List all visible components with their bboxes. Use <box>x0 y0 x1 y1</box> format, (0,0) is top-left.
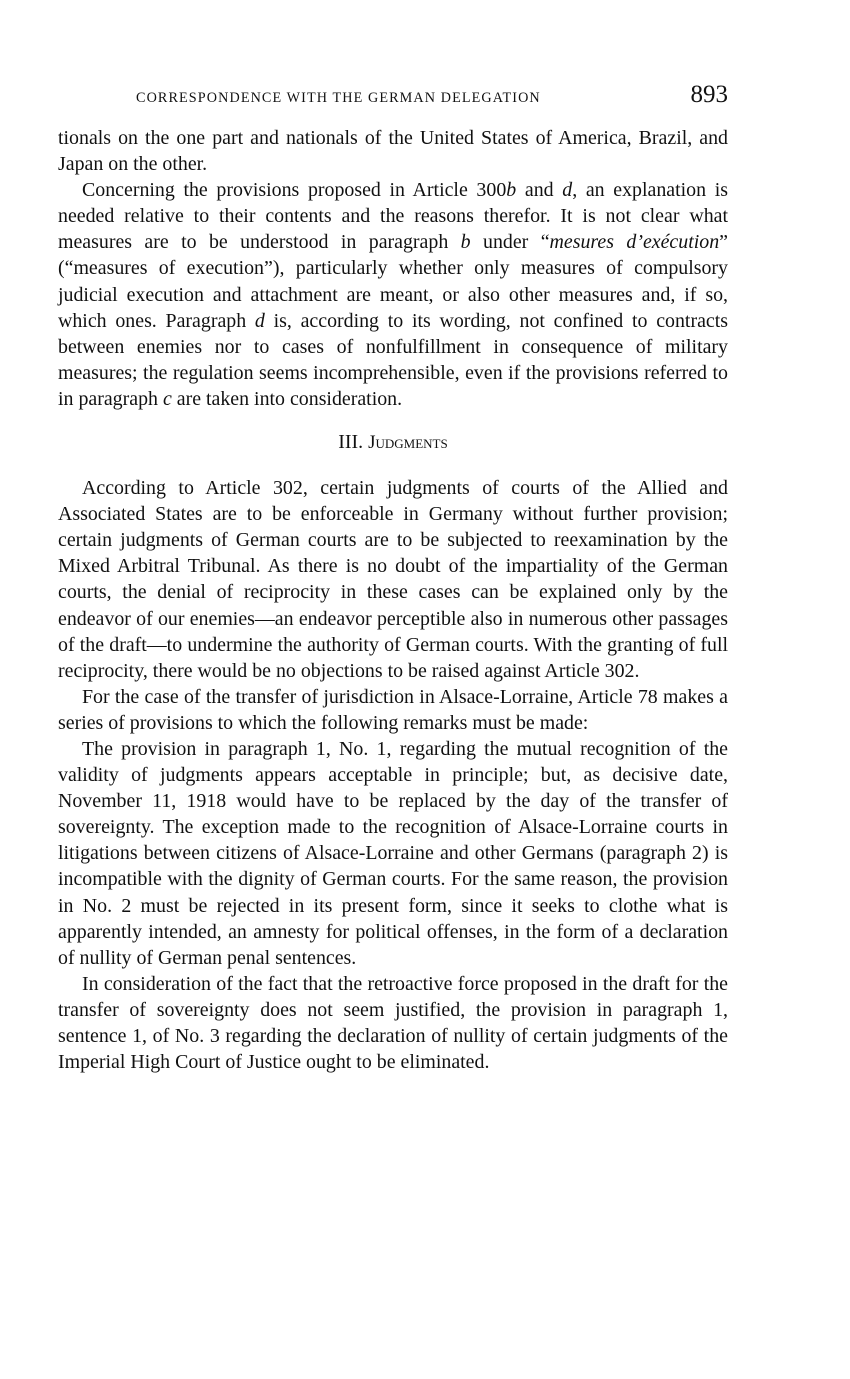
paragraph-article-300 <box>58 177 728 412</box>
paragraph-retroactive-force: In consideration of the fact that the retroactive force proposed in the draft for the transfer of sovereignty does not seem justified, the provision in paragraph 1, sentence 1, of No. 3 regarding the declaration of nullity of certain judgments of the Imperial High Court of Justice ought to be eliminated. <box>58 972 728 1074</box>
text-run: under “ <box>470 231 550 254</box>
text-run: Concerning the provisions proposed in Article 300 <box>82 179 507 202</box>
italic-run: b <box>506 179 517 202</box>
body-text <box>58 125 728 1075</box>
text-run: are taken into consideration. <box>171 387 403 410</box>
running-header <box>58 78 728 112</box>
paragraph-recognition: The provision in paragraph 1, No. 1, regarding the mutual recognition of the validity of judgments appears acceptable in principle; but, as decisive date, November 11, 1918 would have to be replaced by the day of the transfer of sovereignty. The exception made to the recognition of Alsace-Lorraine courts in litigations between citizens of Alsace-Lorraine and other Germans (paragraph 2) is incompatible with the dignity of German courts. For the same reason, the provision in No. 2 must be rejected in its present form, since it seeks to clothe what is apparently intended, an amnesty for political offenses, in the form of a declaration of nullity of German penal sentences. <box>58 737 728 969</box>
italic-run: d <box>254 309 265 332</box>
italic-term: mesures d’exécution <box>549 231 720 254</box>
italic-run: d <box>562 179 573 202</box>
section-heading <box>58 429 728 456</box>
text-run: ” (“measures of execution”), particularly whether only measures of compulsory judicial execution and attachment are meant, or also other measures and, if so, which ones. Paragraph <box>58 231 728 332</box>
italic-run: b <box>460 231 471 254</box>
paragraph-article-302: According to Article 302, certain judgments of courts of the Allied and Associated States are to be enforceable in Germany without further provision; certain judgments of German courts are to be subjected to reexamination by the Mixed Arbitral Tribunal. As there is no doubt of the impartiality of the German courts, the denial of reciprocity in these cases can be explained only by the endeavor of our enemies—an endeavor perceptible also in numerous other passages of the draft—to undermine the authority of German courts. With the granting of full reciprocity, there would be no objections to be raised against Article 302. <box>58 477 728 682</box>
paragraph-alsace-lorraine: For the case of the transfer of jurisdiction in Alsace-Lorraine, Article 78 makes a series of provisions to which the following remarks must be made: <box>58 685 728 734</box>
italic-run: c <box>162 387 172 410</box>
page-number: 893 <box>690 81 728 108</box>
document-page <box>58 78 728 1075</box>
text-run: and <box>516 179 563 202</box>
section-numeral: III. <box>338 431 364 454</box>
continued-paragraph: tionals on the one part and nationals of the United States of America, Brazil, and Japan on the other. <box>58 127 728 176</box>
text-run: is, according to its wording, not confined to contracts between enemies nor to cases of nonfulfillment in consequence of military measures; the regulation seems incomprehensible, even if the provisions referred to in paragraph <box>58 309 728 410</box>
running-title: CORRESPONDENCE WITH THE GERMAN DELEGATION <box>136 90 541 106</box>
section-title: Judgments <box>368 432 448 454</box>
section-body <box>58 475 728 1075</box>
text-run: , an explanation is needed relative to their contents and the reasons therefor. It is not clear what measures are to be understood in paragraph <box>58 179 728 254</box>
